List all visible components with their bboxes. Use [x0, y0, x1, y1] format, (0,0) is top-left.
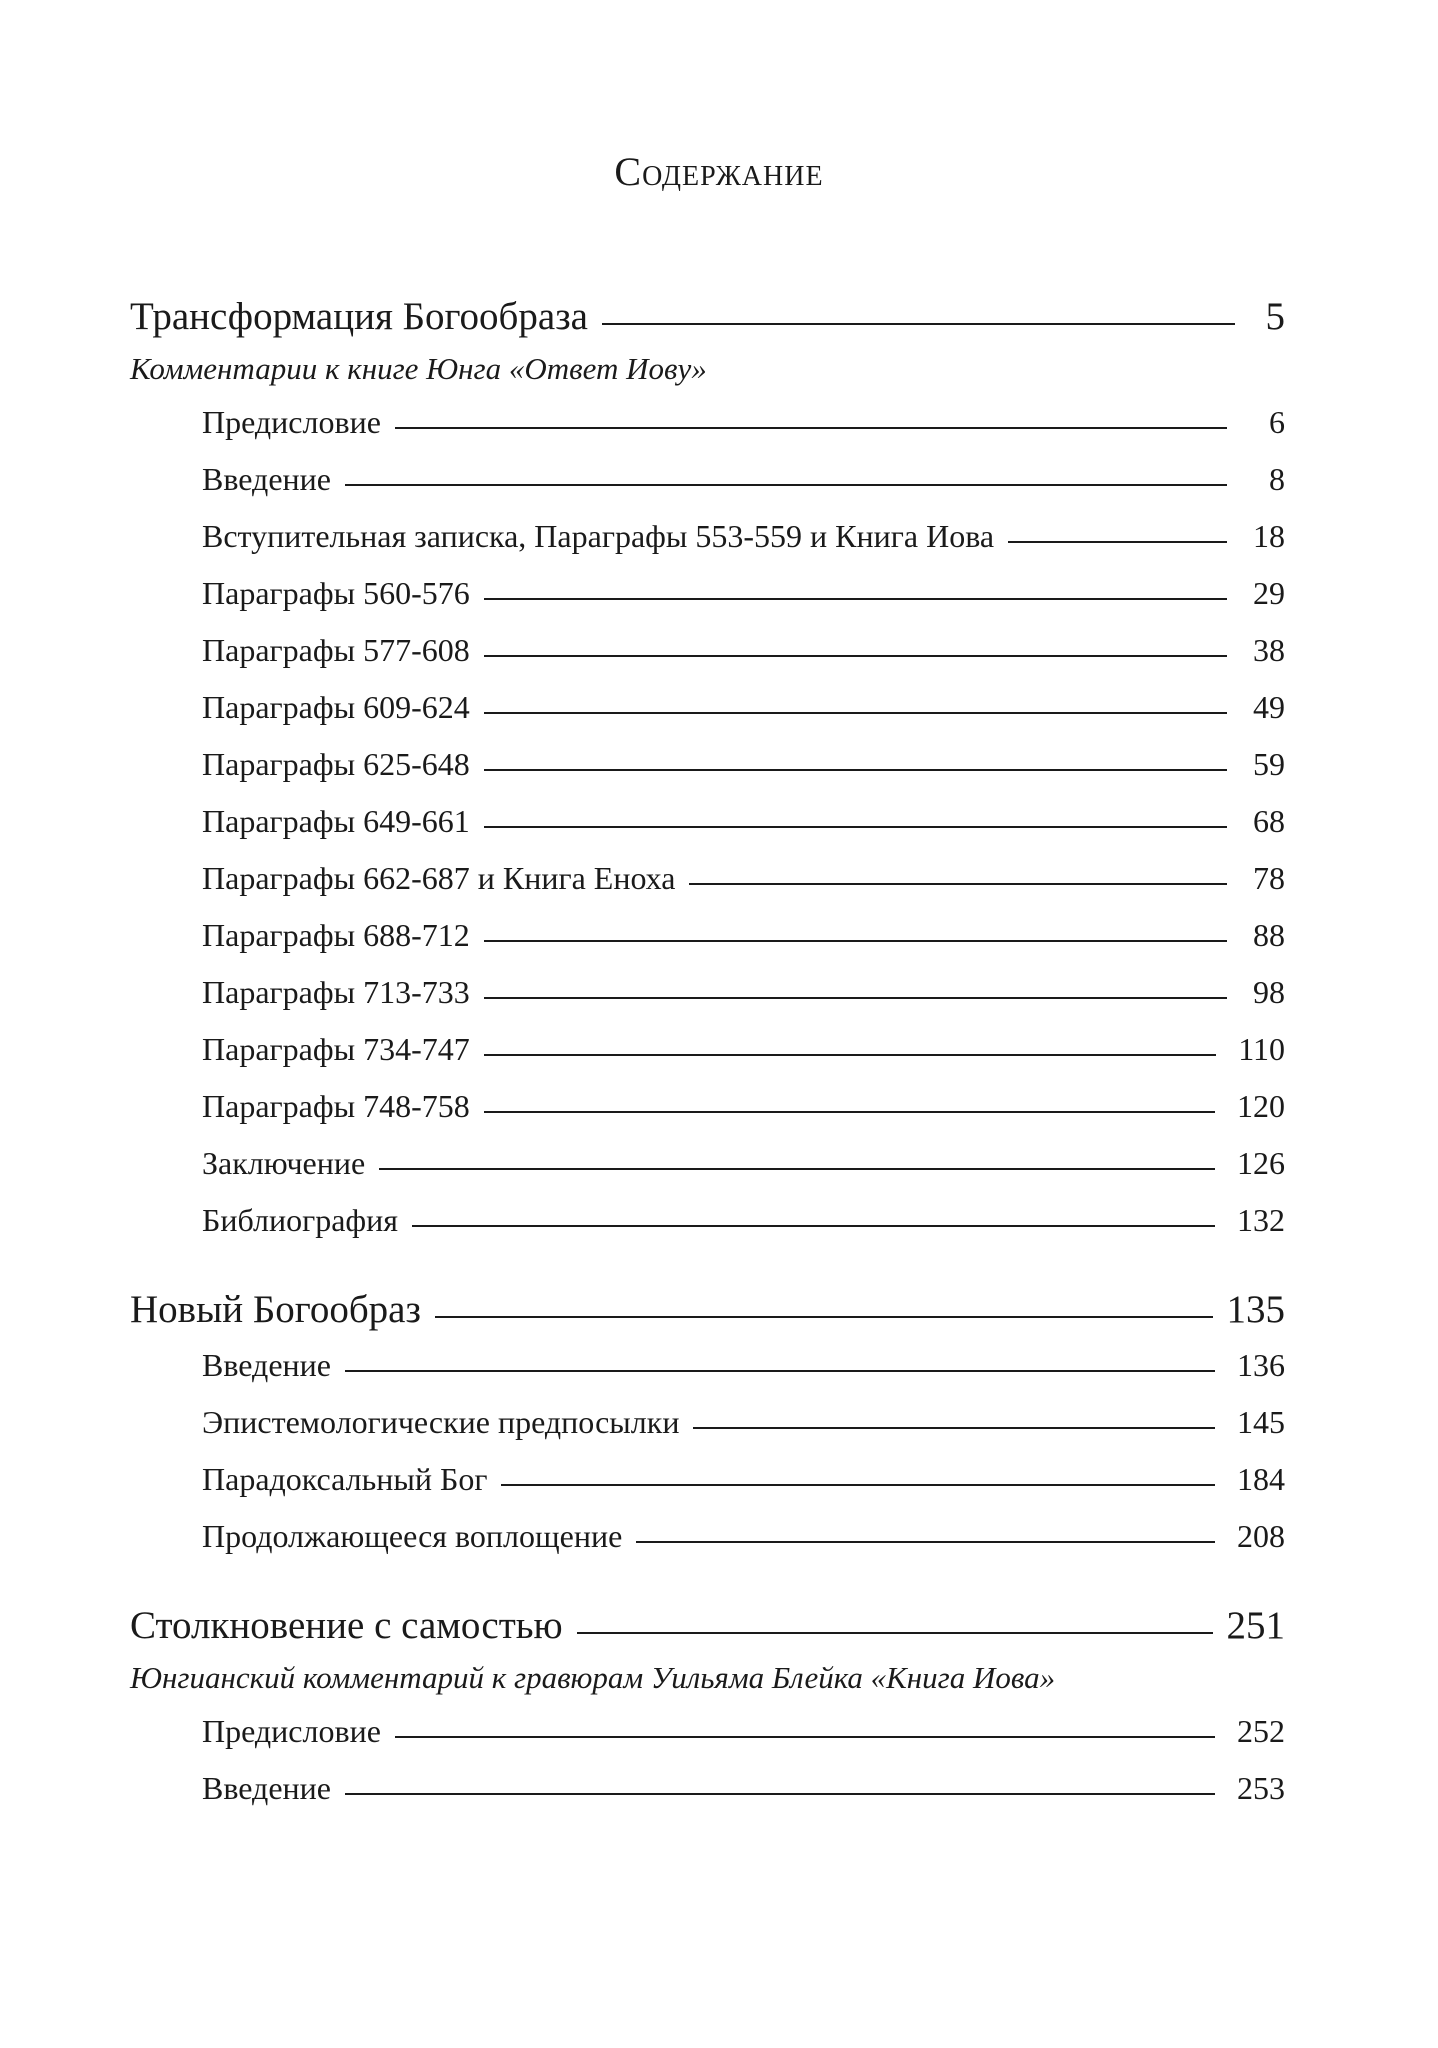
- entry-label: Параграфы 713-733: [202, 974, 470, 1010]
- leader-line: [484, 826, 1227, 828]
- entry-label: Заключение: [202, 1145, 366, 1181]
- section-gap: [130, 1565, 1285, 1599]
- entry-label: Введение: [202, 1770, 331, 1806]
- page-number: 251: [1226, 1604, 1285, 1647]
- page-number: 59: [1253, 746, 1285, 782]
- toc-entry: [130, 793, 1285, 850]
- page-number: 18: [1253, 518, 1285, 554]
- page-number: 208: [1237, 1518, 1285, 1554]
- leader-line: [379, 1168, 1215, 1170]
- leader-line: [395, 427, 1227, 429]
- page-number: 38: [1253, 632, 1285, 668]
- toc-part-2: [130, 1283, 1285, 1337]
- page-number: 184: [1237, 1461, 1285, 1497]
- toc-entry: [130, 1337, 1285, 1394]
- entry-label: Параграфы 560-576: [202, 575, 470, 611]
- leader-line: [484, 1054, 1216, 1056]
- page-number: 145: [1237, 1404, 1285, 1440]
- entry-label: Параграфы 688-712: [202, 917, 470, 953]
- toc-entry: [130, 1192, 1285, 1249]
- toc-part-3: [130, 1599, 1285, 1653]
- leader-line: [484, 997, 1227, 999]
- toc-entry: [130, 1508, 1285, 1565]
- entry-label: Параграфы 625-648: [202, 746, 470, 782]
- entry-label: Параграфы 577-608: [202, 632, 470, 668]
- entry-label: Вступительная записка, Параграфы 553-559 и Книга Иова: [202, 518, 995, 554]
- entry-label: Предисловие: [202, 1713, 381, 1749]
- leader-line: [501, 1484, 1215, 1486]
- leader-line: [484, 712, 1227, 714]
- toc-entry: [130, 850, 1285, 907]
- page-number: 8: [1269, 461, 1285, 497]
- entry-label: Библиография: [202, 1202, 398, 1238]
- page-number: 110: [1238, 1031, 1285, 1067]
- toc-entry: [130, 907, 1285, 964]
- toc-entry: [130, 508, 1285, 565]
- part-subtitle: Юнгианский комментарий к гравюрам Уильяма Блейка «Книга Иова»: [130, 1660, 1056, 1695]
- leader-line: [689, 883, 1227, 885]
- toc-part-1: [130, 290, 1285, 344]
- page-number: 88: [1253, 917, 1285, 953]
- page-number: 135: [1226, 1288, 1285, 1331]
- leader-line: [345, 484, 1227, 486]
- toc-entry: [130, 565, 1285, 622]
- page-number: 253: [1237, 1770, 1285, 1806]
- toc-entry: [130, 622, 1285, 679]
- page-number: 29: [1253, 575, 1285, 611]
- page-number: 5: [1265, 295, 1285, 338]
- leader-line: [1008, 541, 1227, 543]
- leader-line: [395, 1736, 1215, 1738]
- entry-label: Параграфы 649-661: [202, 803, 470, 839]
- toc-entry: [130, 1135, 1285, 1192]
- leader-line: [484, 940, 1227, 942]
- page-number: 98: [1253, 974, 1285, 1010]
- part-title: Новый Богообраз: [130, 1288, 421, 1331]
- leader-line: [484, 1111, 1215, 1113]
- toc-entry: [130, 736, 1285, 793]
- entry-label: Параграфы 748-758: [202, 1088, 470, 1124]
- leader-line: [636, 1541, 1215, 1543]
- page-number: 120: [1237, 1088, 1285, 1124]
- leader-line: [345, 1370, 1215, 1372]
- entry-label: Введение: [202, 461, 331, 497]
- leader-line: [345, 1793, 1215, 1795]
- toc-entry: [130, 1078, 1285, 1135]
- page-number: 136: [1237, 1347, 1285, 1383]
- leader-line: [412, 1225, 1215, 1227]
- entry-label: Парадоксальный Бог: [202, 1461, 488, 1497]
- entry-label: Продолжающееся воплощение: [202, 1518, 623, 1554]
- toc-entry: [130, 1451, 1285, 1508]
- leader-line: [484, 598, 1227, 600]
- toc-entry: [130, 1021, 1285, 1078]
- leader-line: [577, 1632, 1213, 1634]
- toc-entry: [130, 964, 1285, 1021]
- page-number: 78: [1253, 860, 1285, 896]
- page-number: 132: [1237, 1202, 1285, 1238]
- toc-heading: Содержание: [614, 149, 824, 194]
- leader-line: [484, 769, 1227, 771]
- toc-entry: [130, 1394, 1285, 1451]
- page-number: 6: [1269, 404, 1285, 440]
- leader-line: [693, 1427, 1215, 1429]
- entry-label: Параграфы 609-624: [202, 689, 470, 725]
- leader-line: [484, 655, 1227, 657]
- toc-entry: [130, 394, 1285, 451]
- leader-line: [602, 323, 1235, 325]
- toc-entry: [130, 679, 1285, 736]
- toc-entry: [130, 451, 1285, 508]
- leader-line: [435, 1316, 1213, 1318]
- toc-entry: [130, 1760, 1285, 1817]
- table-of-contents: [130, 290, 1285, 1817]
- page-number: 126: [1237, 1145, 1285, 1181]
- entry-label: Параграфы 662-687 и Книга Еноха: [202, 860, 676, 896]
- entry-label: Введение: [202, 1347, 331, 1383]
- page-number: 252: [1237, 1713, 1285, 1749]
- entry-label: Предисловие: [202, 404, 381, 440]
- part-subtitle: Комментарии к книге Юнга «Ответ Иову»: [130, 351, 707, 386]
- page-number: 68: [1253, 803, 1285, 839]
- entry-label: Эпистемологические предпосылки: [202, 1404, 680, 1440]
- entry-label: Параграфы 734-747: [202, 1031, 470, 1067]
- part-title: Столкновение с самостью: [130, 1604, 563, 1647]
- page-number: 49: [1253, 689, 1285, 725]
- toc-entry: [130, 1703, 1285, 1760]
- section-gap: [130, 1249, 1285, 1283]
- part-title: Трансформация Богообраза: [130, 295, 588, 338]
